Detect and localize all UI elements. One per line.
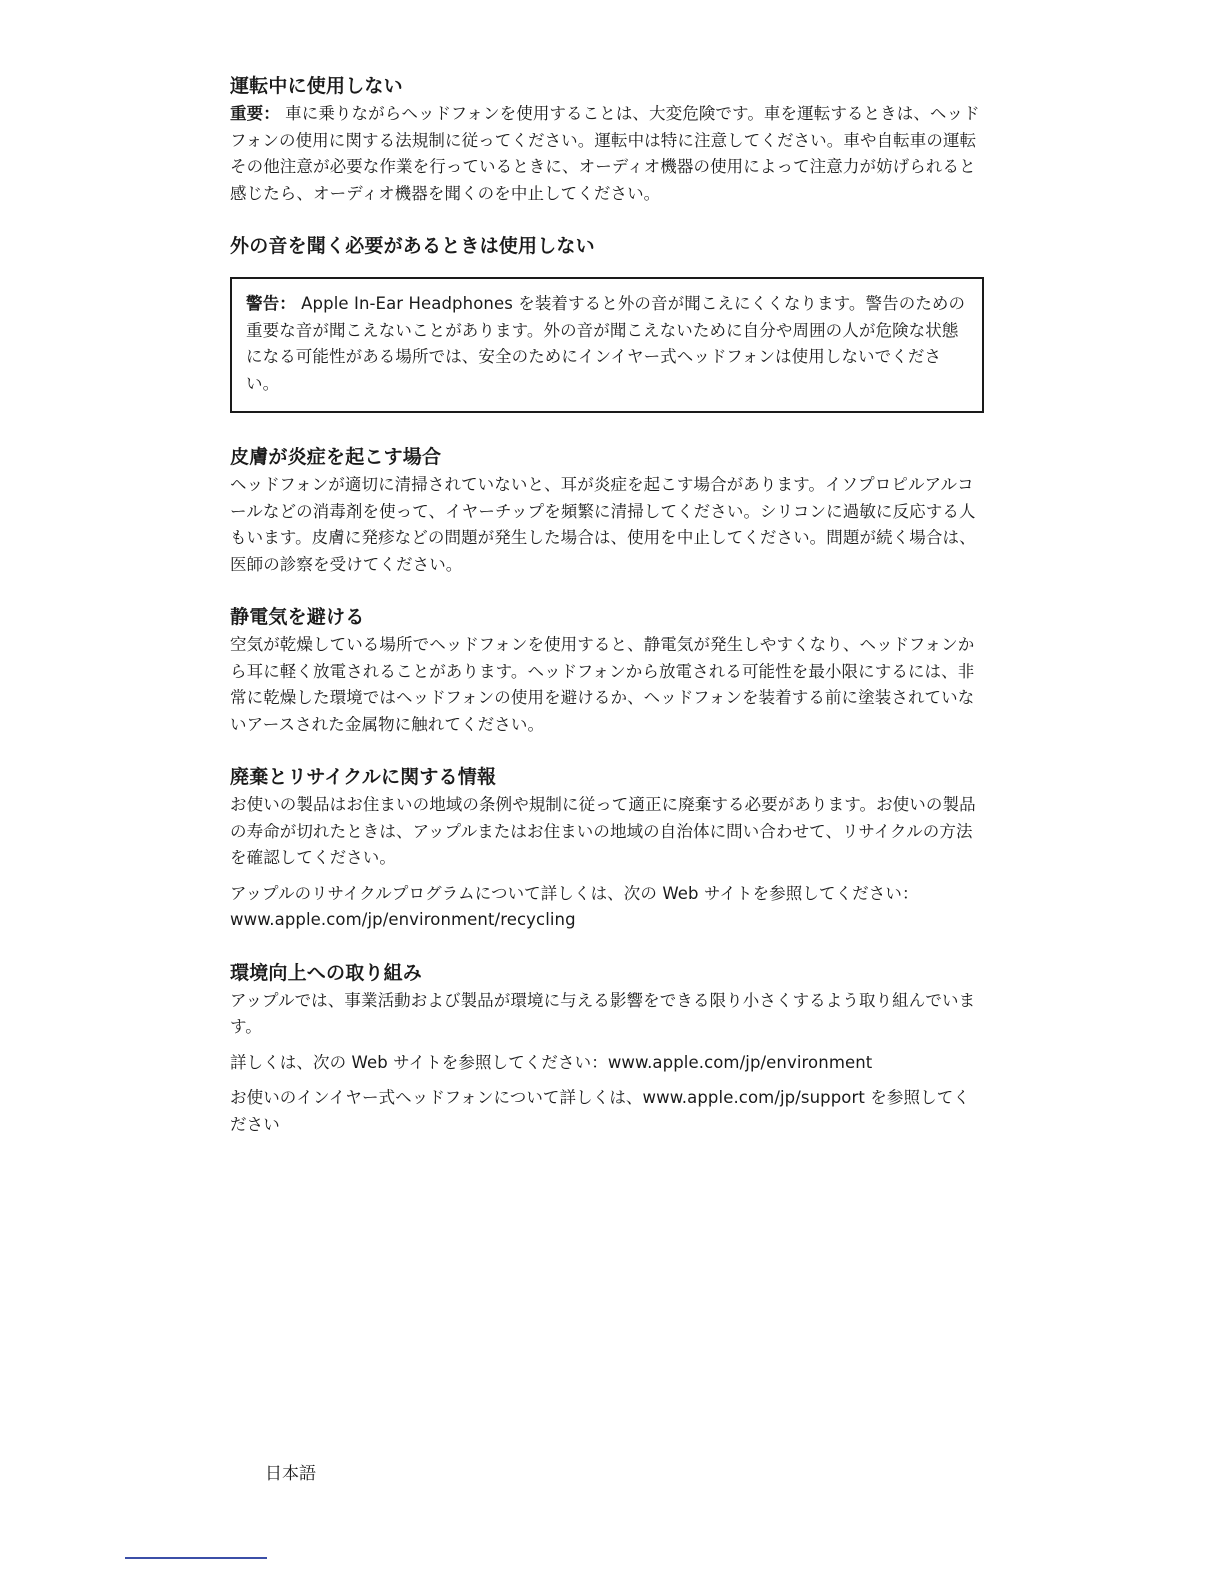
heading-skin: 皮膚が炎症を起こす場合 xyxy=(230,446,442,468)
paragraph-recycling xyxy=(230,881,984,934)
section-disposal xyxy=(230,763,984,934)
environment-link[interactable]: www.apple.com/jp/environment xyxy=(607,1052,873,1072)
support-suffix: を参照してください xyxy=(230,1088,970,1134)
section-environment xyxy=(230,959,984,1139)
warning-box xyxy=(230,277,984,413)
paragraph-warning xyxy=(246,291,968,397)
footer-rule xyxy=(125,1557,267,1559)
driving-body: 車に乗りながらヘッドフォンを使用することは、大変危険です。車を運転するときは、ヘッドフォンの使用に関する法規制に従ってください。運転中は特に注意してください。車や自転車の運転その他注意が必要な作業を行っているときに、オーディオ機器の使用によって注意力が妨げられると感じたら、オーディオ機器を聞くのを中止してください。 xyxy=(230,104,980,203)
important-label: 重要： xyxy=(230,104,280,123)
heading-outside-sound: 外の音を聞く必要があるときは使用しない xyxy=(230,235,595,257)
document-body xyxy=(230,72,984,1163)
paragraph-disposal: お使いの製品はお住まいの地域の条例や規制に従って適正に廃棄する必要があります。お使いの製品の寿命が切れたときは、アップルまたはお住まいの地域の自治体に問い合わせて、リサイクルの方法を確認してください。 xyxy=(230,795,976,867)
heading-environment: 環境向上への取り組み xyxy=(230,961,423,984)
paragraph-environment: アップルでは、事業活動および製品が環境に与える影響をできる限り小さくするよう取り組んでいます。 xyxy=(230,990,976,1036)
recycling-link[interactable]: www.apple.com/jp/environment/recycling xyxy=(230,910,576,929)
warning-body: Apple In-Ear Headphones を装着すると外の音が聞こえにくくなります。警告のための重要な音が聞こえないことがあります。外の音が聞こえないために自分や周囲の人が危険な状態になる可能性がある場所では、安全のためにインイヤー式ヘッドフォンは使用しないでください。 xyxy=(246,294,966,393)
heading-disposal: 廃棄とリサイクルに関する情報 xyxy=(230,766,497,788)
section-skin xyxy=(230,443,984,578)
support-prefix: お使いのインイヤー式ヘッドフォンについて詳しくは、 xyxy=(230,1088,643,1107)
paragraph-driving xyxy=(230,101,984,207)
section-driving xyxy=(230,72,984,207)
language-label: 日本語 xyxy=(265,1464,316,1484)
section-static xyxy=(230,603,984,738)
heading-static: 静電気を避ける xyxy=(230,606,365,628)
support-link[interactable]: www.apple.com/jp/support xyxy=(642,1088,865,1107)
recycling-text: アップルのリサイクルプログラムについて詳しくは、次の Web サイトを参照してください： xyxy=(230,883,919,903)
paragraph-skin: ヘッドフォンが適切に清掃されていないと、耳が炎症を起こす場合があります。イソプロピルアルコールなどの消毒剤を使って、イヤーチップを頻繁に清掃してください。シリコンに過敏に反応する人もいます。皮膚に発疹などの問題が発生した場合は、使用を中止してください。問題が続く場合は、医師の診察を受けてください。 xyxy=(230,475,976,574)
paragraph-static: 空気が乾燥している場所でヘッドフォンを使用すると、静電気が発生しやすくなり、ヘッドフォンから耳に軽く放電されることがあります。ヘッドフォンから放電される可能性を最小限にするには、非常に乾燥した環境ではヘッドフォンの使用を避けるか、ヘッドフォンを装着する前に塗装されていないアースされた金属物に触れてください。 xyxy=(230,635,975,734)
section-outside-sound xyxy=(230,232,984,260)
paragraph-support xyxy=(230,1085,984,1138)
more-text: 詳しくは、次の Web サイトを参照してください： xyxy=(230,1052,608,1072)
paragraph-more-info xyxy=(230,1050,984,1077)
warning-label: 警告： xyxy=(246,294,296,313)
heading-driving: 運転中に使用しない xyxy=(230,75,403,97)
